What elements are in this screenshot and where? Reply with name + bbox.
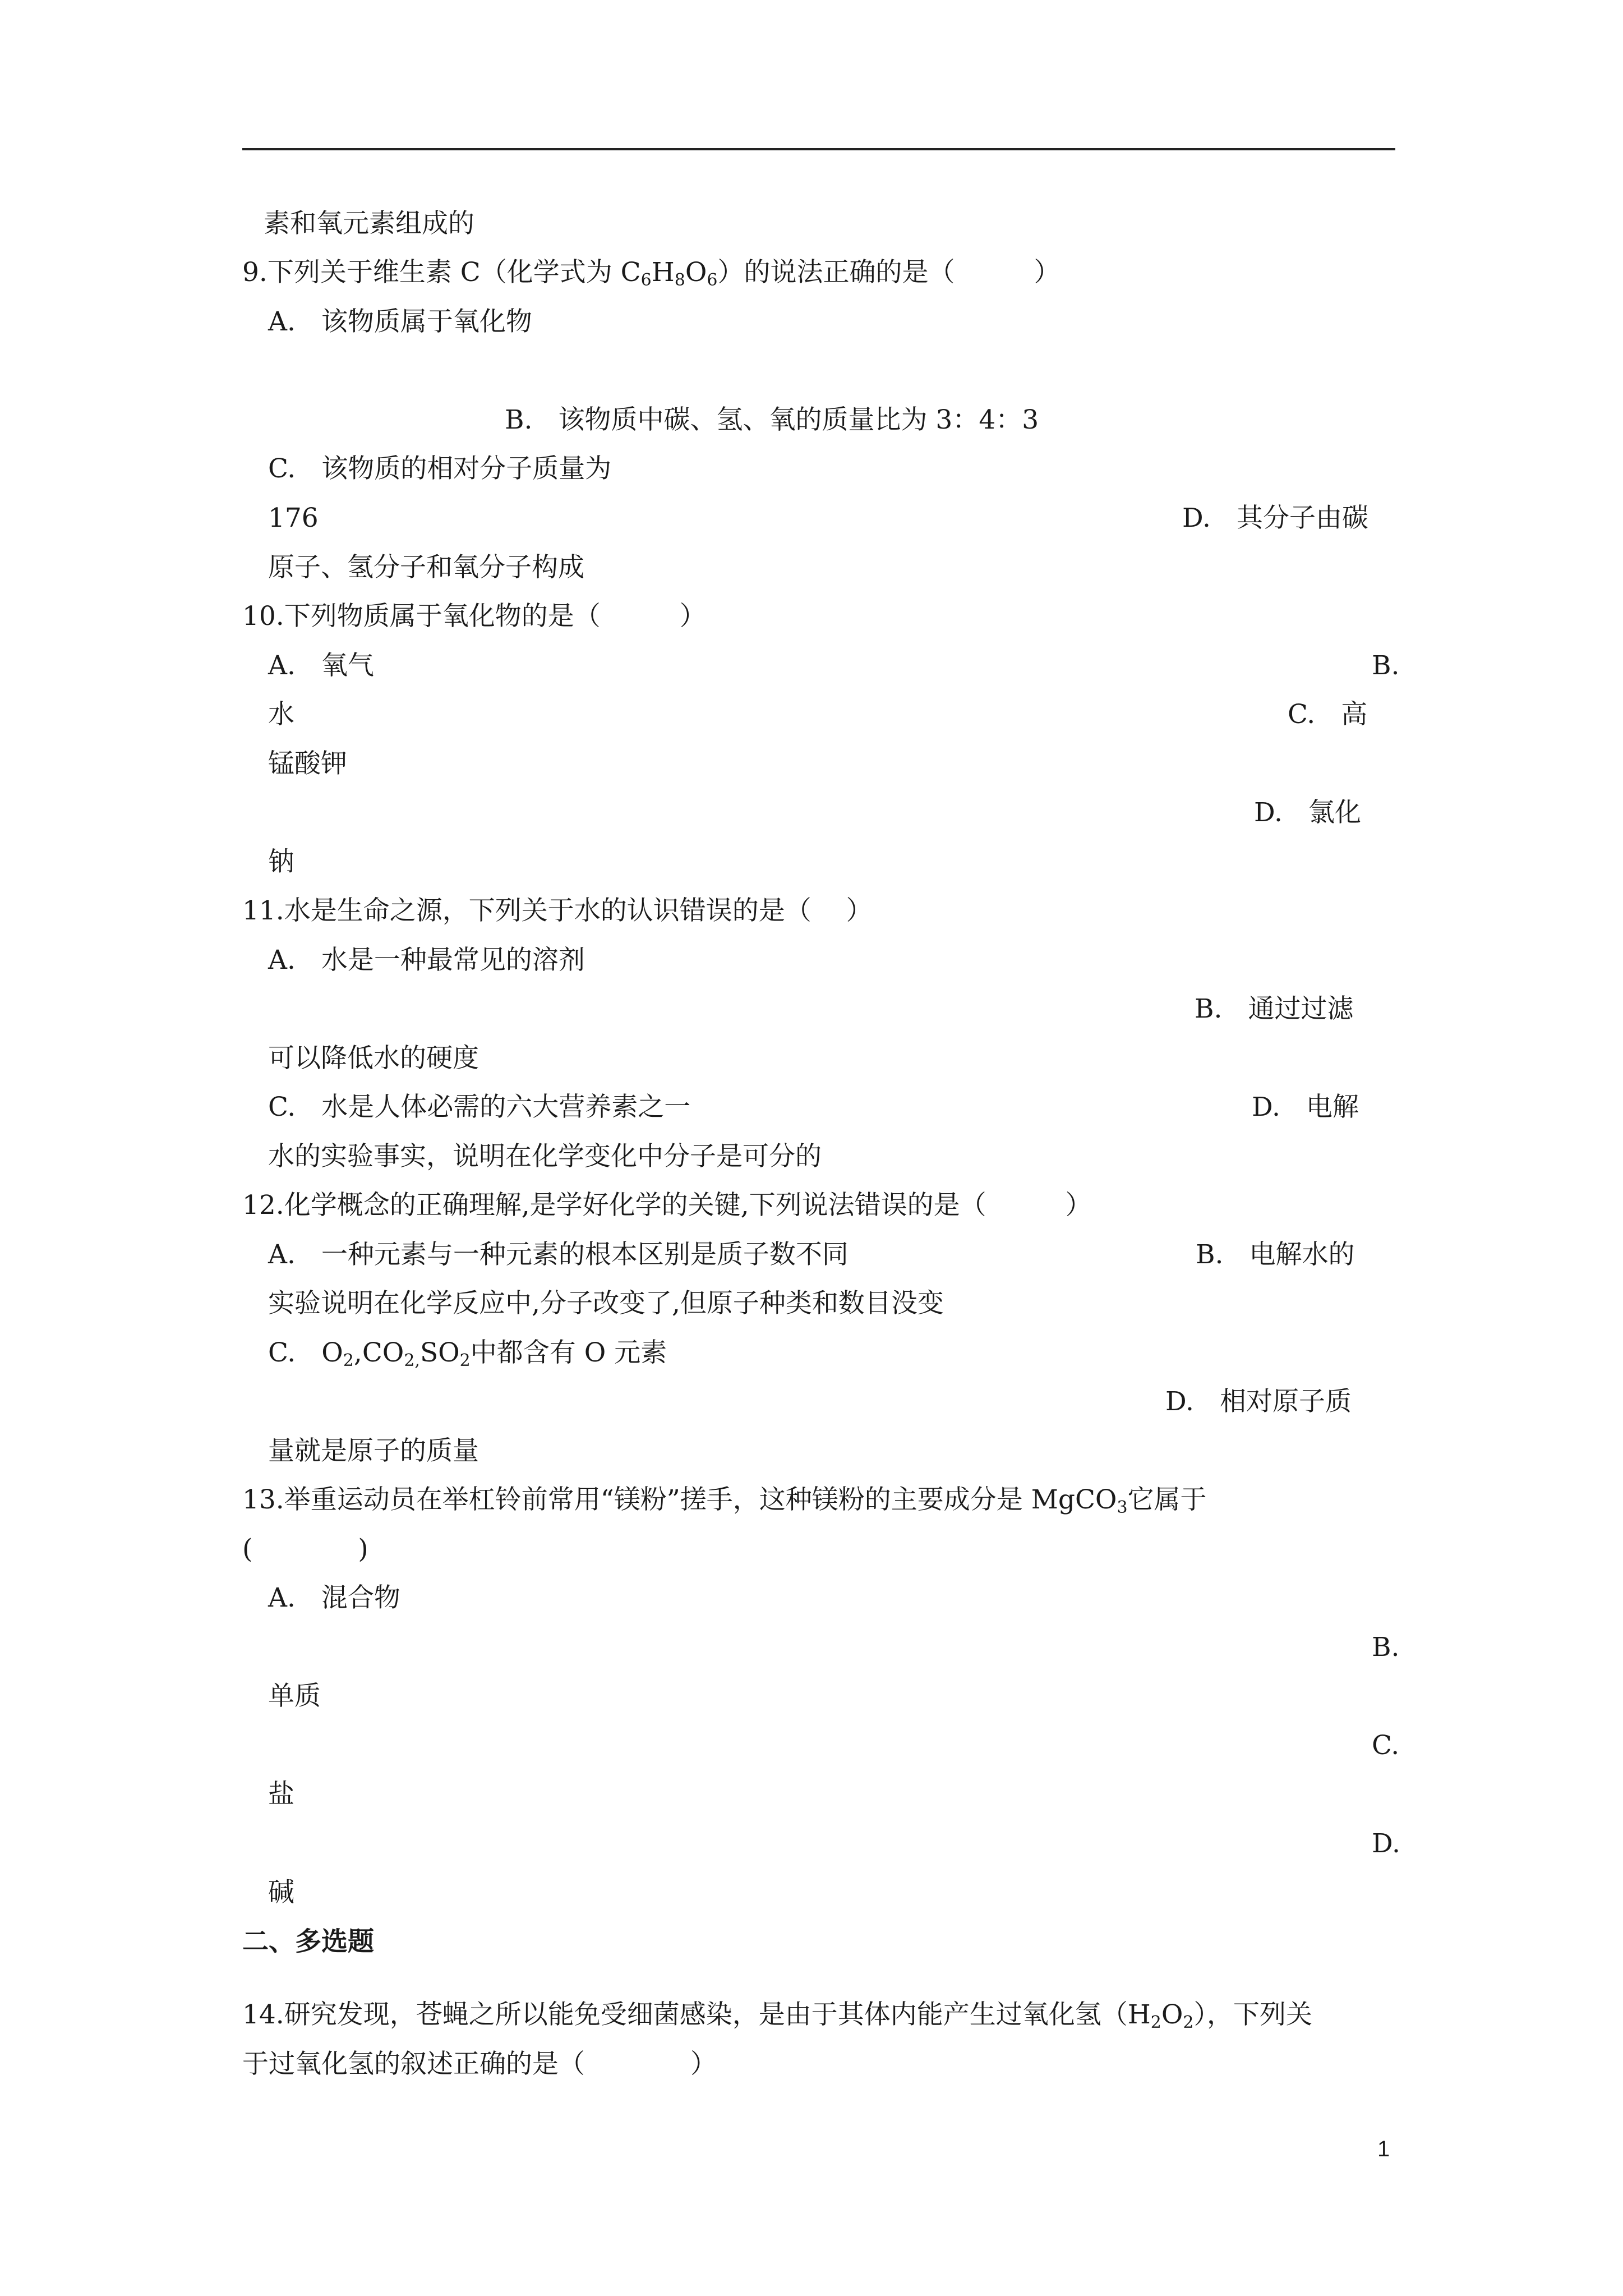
q12-option-b-cont: 实验说明在化学反应中,分子改变了,但原子种类和数目没变 bbox=[268, 1288, 944, 1319]
section-title: 二、多选题 bbox=[242, 1926, 374, 1957]
q13-option-c-label: C. bbox=[1372, 1730, 1400, 1761]
q14-stem: 14.研究发现，苍蝇之所以能免受细菌感染，是由于其体内能产生过氧化氢$(H_2O_2)$，下列关 bbox=[242, 1999, 1312, 2032]
header-rule bbox=[242, 148, 1395, 150]
q10-option-b-label: B. bbox=[1372, 650, 1400, 681]
q13-option-b-label: B. bbox=[1372, 1632, 1400, 1663]
q9-option-a: A. 该物质属于氧化物 bbox=[268, 306, 532, 337]
q12-option-a: A. 一种元素与一种元素的根本区别是质子数不同 bbox=[268, 1239, 849, 1270]
page-number: 1 bbox=[1377, 2137, 1390, 2161]
q12-option-c: C. $O_2,CO_{2,}SO_2$中都含有 O 元素 bbox=[268, 1337, 667, 1370]
q10-option-c: C. 高 bbox=[1288, 699, 1368, 730]
q10-stem: 10.下列物质属于氧化物的是（ ） bbox=[242, 601, 706, 632]
q11-option-b: B. 通过过滤 bbox=[1195, 993, 1354, 1024]
q11-option-d: D. 电解 bbox=[1252, 1092, 1359, 1122]
q12-option-d-cont: 量就是原子的质量 bbox=[268, 1435, 479, 1466]
q12-stem: 12.化学概念的正确理解,是学好化学的关键,下列说法错误的是（ ） bbox=[242, 1190, 1092, 1221]
q13-stem: 13.举重运动员在举杠铃前常用“镁粉”搓手，这种镁粉的主要成分是 MgCO$_3$它属于 bbox=[242, 1484, 1207, 1517]
q11-option-c: C. 水是人体必需的六大营养素之一 bbox=[268, 1092, 691, 1122]
q9-option-b: B. 该物质中碳、氢、氧的质量比为 3：4：3 bbox=[505, 404, 1039, 435]
q9-option-c: C. 该物质的相对分子质量为 bbox=[268, 453, 612, 484]
q11-stem: 11.水是生命之源，下列关于水的认识错误的是（ ） bbox=[242, 895, 873, 926]
q10-option-a: A. 氧气 bbox=[268, 650, 374, 681]
q13-option-d-label: D. bbox=[1372, 1828, 1400, 1859]
q10-option-b-cont: 水 bbox=[268, 699, 294, 730]
q13-option-c-cont: 盐 bbox=[268, 1779, 294, 1810]
q12-option-b: B. 电解水的 bbox=[1196, 1239, 1355, 1270]
q13-option-b-cont: 单质 bbox=[268, 1681, 321, 1711]
q8-continuation: 素和氧元素组成的 bbox=[264, 208, 474, 239]
q9-option-d: D. 其分子由碳 bbox=[1182, 503, 1368, 533]
q13-stem-cont: ( ) bbox=[242, 1534, 368, 1565]
q9-stem: 9.下列关于维生素 C（化学式为 $C_6H_8O_6$）的说法正确的是（ ） bbox=[242, 257, 1061, 290]
q13-option-d-cont: 碱 bbox=[268, 1877, 294, 1908]
q14-stem-cont: 于过氧化氢的叙述正确的是（ ） bbox=[242, 2049, 717, 2079]
q10-option-c-cont: 锰酸钾 bbox=[268, 748, 347, 779]
q10-option-d-cont: 钠 bbox=[268, 846, 294, 877]
q10-option-d: D. 氯化 bbox=[1254, 797, 1361, 828]
q9-option-c-cont: 176 bbox=[268, 503, 319, 533]
q11-option-a: A. 水是一种最常见的溶剂 bbox=[268, 945, 585, 976]
q11-option-d-cont: 水的实验事实，说明在化学变化中分子是可分的 bbox=[268, 1141, 822, 1172]
q13-option-a: A. 混合物 bbox=[268, 1582, 400, 1613]
q12-option-d: D. 相对原子质 bbox=[1165, 1386, 1352, 1417]
q9-option-d-cont: 原子、氢分子和氧分子构成 bbox=[268, 552, 584, 583]
q11-option-b-cont: 可以降低水的硬度 bbox=[268, 1043, 479, 1074]
